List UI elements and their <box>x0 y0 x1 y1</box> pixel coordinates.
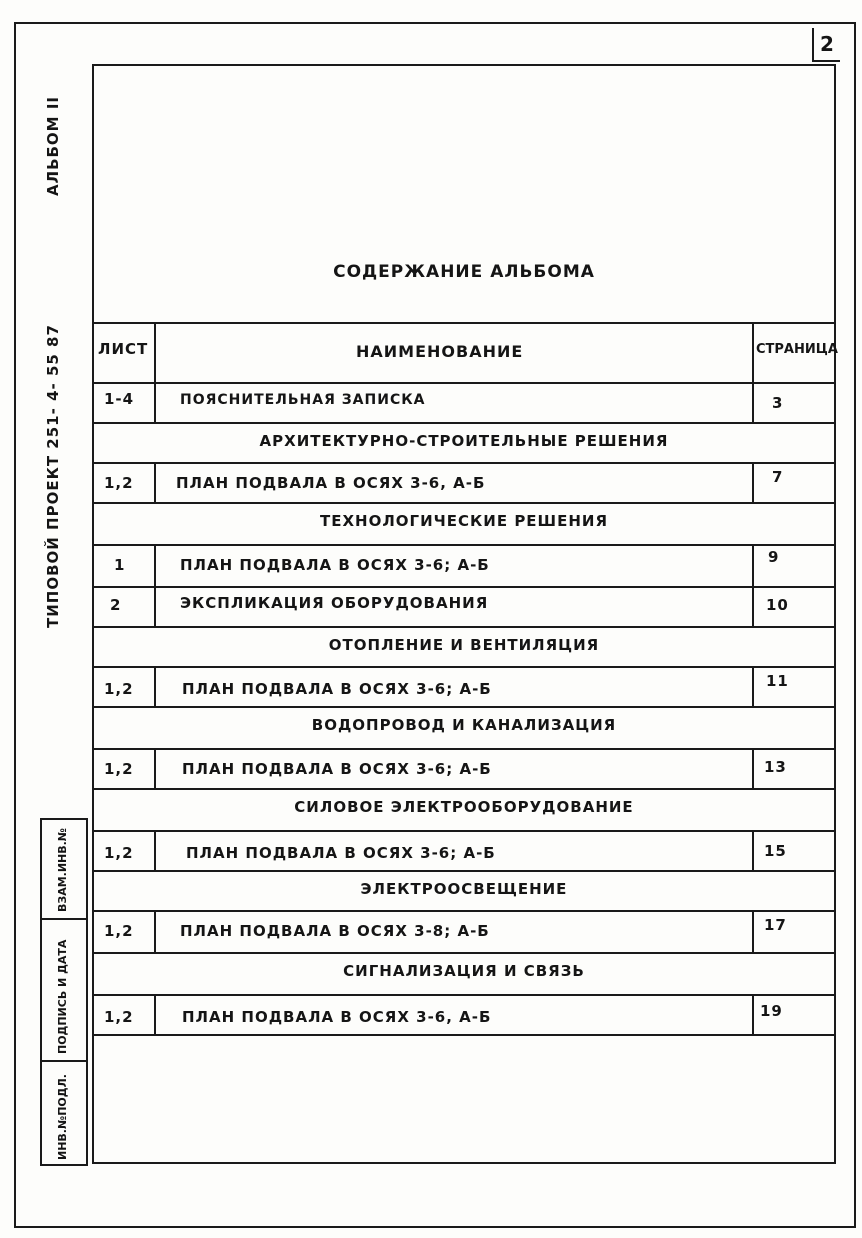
row-sheet: 1,2 <box>104 1008 134 1026</box>
row-page: 9 <box>768 548 780 566</box>
page-column-divider <box>752 830 754 872</box>
row-page: 3 <box>772 394 784 412</box>
row-name: ПЛАН ПОДВАЛА В ОСЯХ 3-6; А-Б <box>186 844 496 862</box>
row-sheet: 1,2 <box>104 680 134 698</box>
page-title: СОДЕРЖАНИЕ АЛЬБОМА <box>333 262 595 282</box>
row-page: 11 <box>766 672 789 690</box>
table-row-line <box>92 462 836 464</box>
row-name: ЭКСПЛИКАЦИЯ ОБОРУДОВАНИЯ <box>180 594 489 612</box>
section-heading: ТЕХНОЛОГИЧЕСКИЕ РЕШЕНИЯ <box>319 512 608 530</box>
project-label: ТИПОВОЙ ПРОЕКТ 251- 4- 55 87 <box>44 324 62 628</box>
stamp-label-signature: ПОДПИСЬ И ДАТА <box>56 939 69 1054</box>
table-row-line <box>92 706 836 708</box>
table-row-line <box>92 666 836 668</box>
page-column-divider <box>752 666 754 708</box>
table-row-line <box>92 788 836 790</box>
page-column-divider <box>752 994 754 1036</box>
table-row-line <box>92 544 836 546</box>
stamp-cell-signature <box>42 920 86 1062</box>
sheet-column-divider <box>154 910 156 952</box>
row-sheet: 1,2 <box>104 760 134 778</box>
row-name: ПЛАН ПОДВАЛА В ОСЯХ 3-8; А-Б <box>180 922 490 940</box>
row-sheet: 1 <box>114 556 126 574</box>
row-sheet: 1,2 <box>104 474 134 492</box>
page-number: 2 <box>812 28 840 62</box>
table-row-line <box>92 748 836 750</box>
page-column-divider <box>752 910 754 952</box>
row-page: 7 <box>772 468 784 486</box>
row-sheet: 2 <box>110 596 122 614</box>
contents-frame <box>92 64 836 1164</box>
page-column-divider <box>752 748 754 790</box>
sheet-column-divider <box>154 322 156 424</box>
row-name: ПЛАН ПОДВАЛА В ОСЯХ 3-6; А-Б <box>180 556 490 574</box>
row-name: ПЛАН ПОДВАЛА В ОСЯХ 3-6; А-Б <box>182 760 492 778</box>
revision-stamp <box>40 818 88 1166</box>
table-row-line <box>92 910 836 912</box>
row-name: ПЛАН ПОДВАЛА В ОСЯХ 3-6; А-Б <box>182 680 492 698</box>
header-sheet: ЛИСТ <box>98 340 149 358</box>
section-heading: ВОДОПРОВОД И КАНАЛИЗАЦИЯ <box>311 716 617 734</box>
row-name: ПЛАН ПОДВАЛА В ОСЯХ 3-6, А-Б <box>176 474 486 492</box>
row-page: 19 <box>760 1002 783 1020</box>
table-row-line <box>92 502 836 504</box>
row-sheet: 1,2 <box>104 844 134 862</box>
stamp-label-replacement: ВЗАМ.ИНВ.№ <box>56 827 69 912</box>
table-row-line <box>92 626 836 628</box>
table-top-line <box>92 322 836 324</box>
page-column-divider <box>752 322 754 424</box>
row-page: 17 <box>764 916 787 934</box>
sheet-column-divider <box>154 666 156 708</box>
header-bottom-line <box>92 382 836 384</box>
table-row-line <box>92 870 836 872</box>
header-name: НАИМЕНОВАНИЕ <box>356 342 524 361</box>
row-sheet: 1-4 <box>104 390 135 408</box>
sheet-column-divider <box>154 830 156 872</box>
sheet-column-divider <box>154 994 156 1036</box>
section-heading: СИГНАЛИЗАЦИЯ И СВЯЗЬ <box>343 962 585 980</box>
row-sheet: 1,2 <box>104 922 134 940</box>
header-page: СТРАНИЦА <box>756 342 838 357</box>
stamp-cell-original <box>42 1062 86 1164</box>
sheet-column-divider <box>154 462 156 504</box>
stamp-label-original: ИНВ.№ПОДЛ. <box>56 1074 69 1160</box>
section-heading: СИЛОВОЕ ЭЛЕКТРООБОРУДОВАНИЕ <box>294 798 634 816</box>
row-page: 15 <box>764 842 787 860</box>
section-heading: ОТОПЛЕНИЕ И ВЕНТИЛЯЦИЯ <box>328 636 600 654</box>
table-bottom-line <box>92 1034 836 1036</box>
row-page: 13 <box>764 758 787 776</box>
table-row-line <box>92 952 836 954</box>
table-row-line <box>92 422 836 424</box>
row-page: 10 <box>766 596 789 614</box>
row-name: ПЛАН ПОДВАЛА В ОСЯХ 3-6, А-Б <box>182 1008 492 1026</box>
row-name: ПОЯСНИТЕЛЬНАЯ ЗАПИСКА <box>180 392 426 408</box>
sheet-column-divider <box>154 748 156 790</box>
stamp-cell-replacement <box>42 820 86 920</box>
section-heading: АРХИТЕКТУРНО-СТРОИТЕЛЬНЫЕ РЕШЕНИЯ <box>259 432 669 450</box>
album-label: АЛЬБОМ II <box>44 96 62 196</box>
section-heading: ЭЛЕКТРООСВЕЩЕНИЕ <box>360 880 568 898</box>
page-column-divider <box>752 462 754 504</box>
table-row-line <box>92 586 836 588</box>
table-row-line <box>92 994 836 996</box>
table-row-line <box>92 830 836 832</box>
